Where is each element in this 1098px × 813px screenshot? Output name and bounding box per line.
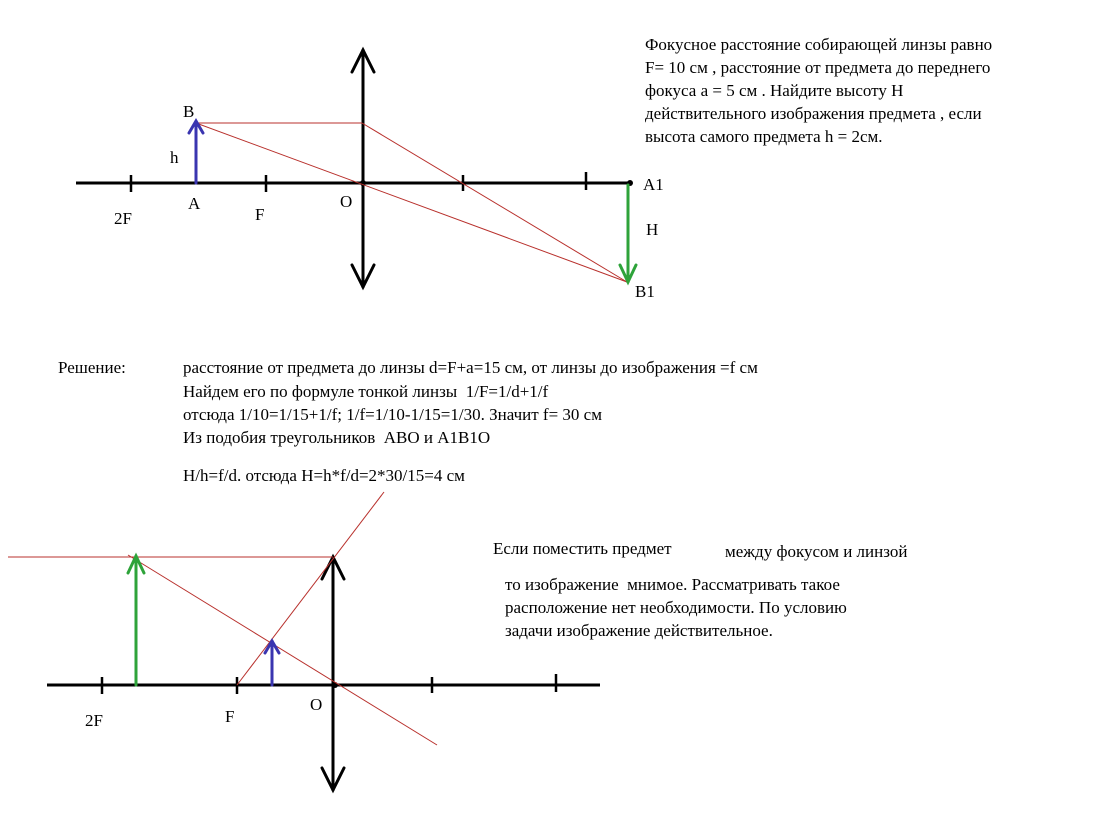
solution-line: Из подобия треугольников АВО и А1В1О xyxy=(183,428,491,447)
problem-line: фокуса а = 5 см . Найдите высоту Н xyxy=(645,81,904,100)
solution-line: расстояние от предмета до линзы d=F+a=15 см, от линзы до изображения =f см xyxy=(183,358,758,377)
problem-line: Фокусное расстояние собирающей линзы равно xyxy=(645,35,993,54)
label-B: B xyxy=(183,102,195,121)
problem-line: F= 10 см , расстояние от предмета до переднего xyxy=(645,58,991,77)
label-h: h xyxy=(170,148,179,167)
solution-line: Найдем его по формуле тонкой линзы 1/F=1/d+1/f xyxy=(183,382,549,401)
solution-heading: Решение: xyxy=(58,358,126,377)
ray-through-center xyxy=(196,123,627,282)
label-H: H xyxy=(646,220,659,239)
solution-line: отсюда 1/10=1/15+1/f; 1/f=1/10-1/15=1/30. Значит f= 30 см xyxy=(183,405,602,424)
note-line-1a: Если поместить предмет xyxy=(493,539,672,558)
label-F: F xyxy=(255,205,265,224)
label-B1: B1 xyxy=(635,282,655,301)
problem-line: действительного изображения предмета , если xyxy=(645,104,982,123)
ray-refracted xyxy=(362,123,627,282)
diagram-1 xyxy=(76,50,664,301)
note-line: то изображение мнимое. Рассматривать такое xyxy=(505,575,840,594)
label-O: O xyxy=(340,192,353,211)
label-A1: A1 xyxy=(643,175,664,194)
label-A: A xyxy=(188,194,201,213)
note-line: расположение нет необходимости. По условию xyxy=(505,598,847,617)
label-F-2: F xyxy=(225,707,235,726)
point-O-2 xyxy=(332,682,338,688)
note-line-1b: между фокусом и линзой xyxy=(725,542,908,561)
problem-line: высота самого предмета h = 2см. xyxy=(645,127,883,146)
label-2F: 2F xyxy=(114,209,132,228)
ray-virtual-through-center xyxy=(128,555,437,745)
note-line: задачи изображение действительное. xyxy=(505,621,773,640)
label-O-2: O xyxy=(310,695,323,714)
ray-through-focus xyxy=(237,492,384,685)
solution-result: H/h=f/d. отсюда H=h*f/d=2*30/15=4 см xyxy=(183,466,465,485)
label-2F-2: 2F xyxy=(85,711,103,730)
